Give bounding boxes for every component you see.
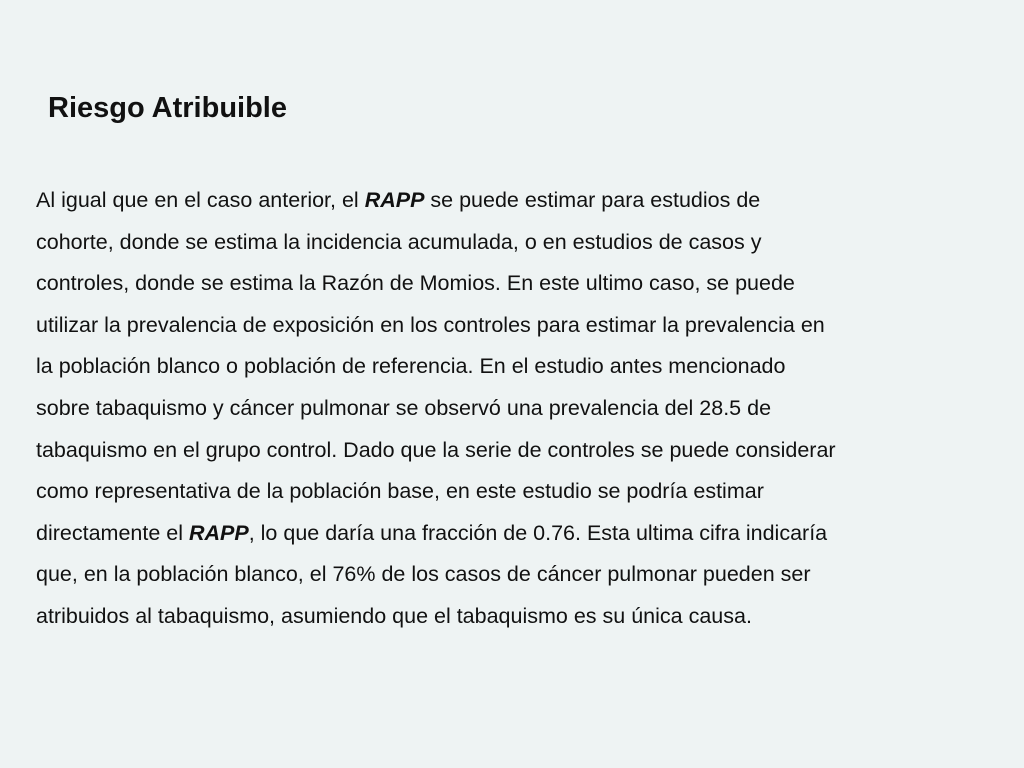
line-text: cohorte, donde se estima la incidencia acumulada, o en estudios de casos y [36, 229, 762, 254]
body-line [36, 471, 996, 513]
line-text: atribuidos al tabaquismo, asumiendo que el tabaquismo es su única causa. [36, 603, 752, 628]
line-text: , lo que daría una fracción de 0.76. Esta ultima cifra indicaría [248, 520, 828, 545]
body-paragraph [36, 180, 996, 638]
body-line [36, 596, 996, 638]
line-text: como representativa de la población base, en este estudio se podría estimar [36, 479, 764, 504]
body-line [36, 305, 996, 347]
body-line [36, 554, 996, 596]
body-line [36, 513, 996, 555]
line-text: que, en la población blanco, el 76% de los casos de cáncer pulmonar pueden ser [36, 562, 811, 587]
body-line [36, 388, 996, 430]
line-text: Al igual que en el caso anterior, el [36, 188, 365, 212]
line-text: controles, donde se estima la Razón de Momios. En este ultimo caso, se puede [36, 271, 795, 296]
body-line [36, 430, 996, 472]
line-text: tabaquismo en el grupo control. Dado que la serie de controles se puede considerar [36, 437, 836, 462]
body-line [36, 263, 996, 305]
rapp-term: RAPP [364, 188, 425, 212]
slide-title: Riesgo Atribuible [48, 92, 287, 124]
line-text: la población blanco o población de referencia. En el estudio antes mencionado [36, 354, 786, 379]
line-text: utilizar la prevalencia de exposición en los controles para estimar la prevalencia en [36, 312, 825, 337]
body-line [36, 346, 996, 388]
body-line [36, 222, 996, 264]
line-text: sobre tabaquismo y cáncer pulmonar se observó una prevalencia del 28.5 de [36, 395, 772, 420]
rapp-term: RAPP [188, 520, 249, 545]
line-text: se puede estimar para estudios de [424, 188, 761, 212]
body-line [36, 180, 996, 222]
line-text: directamente el [36, 520, 189, 545]
